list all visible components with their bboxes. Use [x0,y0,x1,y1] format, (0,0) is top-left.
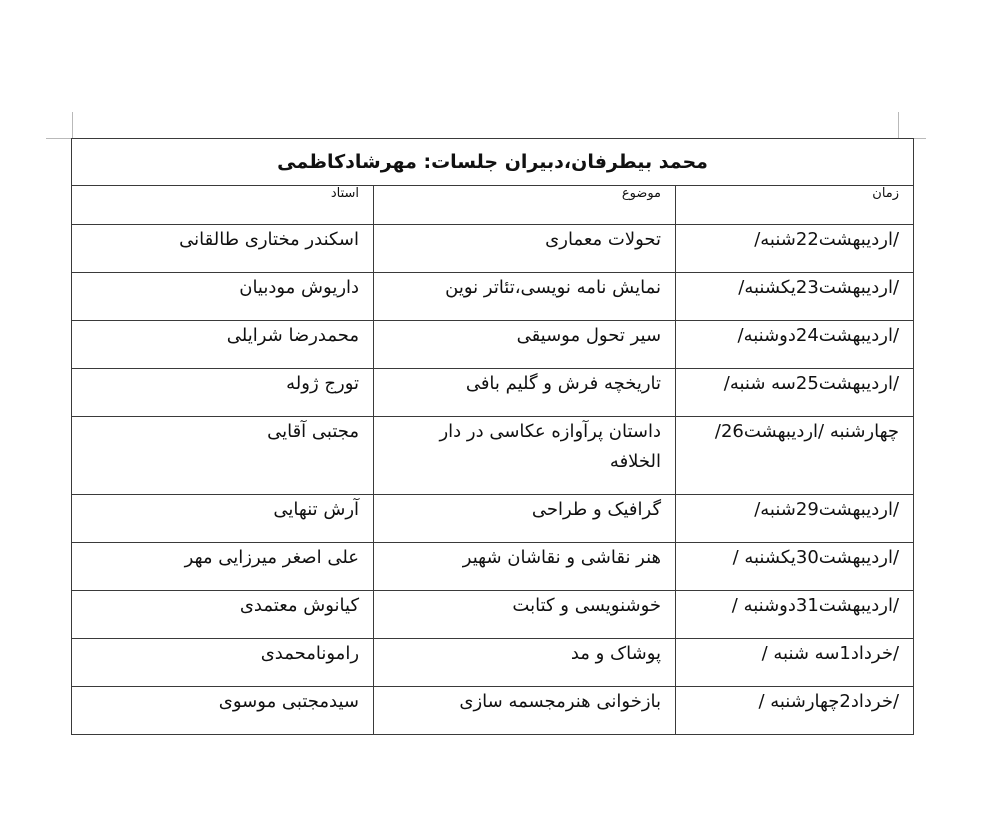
table-row [72,495,914,543]
table-row [72,369,914,417]
cell-teacher: مجتبی آقایی [72,417,374,495]
cell-teacher: آرش تنهایی [72,495,374,543]
header-time: زمان [676,186,914,225]
table-row [72,321,914,369]
cell-topic: خوشنویسی و کتابت [374,591,676,639]
page-margin-mark-right [898,112,899,138]
cell-teacher: تورج ژوله [72,369,374,417]
cell-topic: نمایش نامه نویسی،تئاتر نوین [374,273,676,321]
header-teacher: استاد [72,186,374,225]
cell-topic: گرافیک و طراحی [374,495,676,543]
cell-topic: بازخوانی هنرمجسمه سازی [374,687,676,735]
cell-time: /اردیبهشت25سه شنبه/ [676,369,914,417]
page-margin-mark-left [72,112,73,138]
table-row [72,543,914,591]
cell-time: /اردیبهشت29شنبه/ [676,495,914,543]
cell-time: /خرداد2چهارشنبه / [676,687,914,735]
cell-teacher: داریوش مودبیان [72,273,374,321]
cell-teacher: محمدرضا شرایلی [72,321,374,369]
cell-teacher: کیانوش معتمدی [72,591,374,639]
cell-teacher: اسکندر مختاری طالقانی [72,225,374,273]
table-row [72,273,914,321]
cell-topic: سیر تحول موسیقی [374,321,676,369]
cell-topic: تحولات معماری [374,225,676,273]
cell-topic: داستان پرآوازه عکاسی در دار الخلافه [374,417,676,495]
cell-time: چهارشنبه /اردیبهشت26/ [676,417,914,495]
cell-teacher: علی اصغر میرزایی مهر [72,543,374,591]
schedule-table [71,138,914,735]
cell-topic: تاریخچه فرش و گلیم بافی [374,369,676,417]
table-row [72,639,914,687]
table-row [72,417,914,495]
cell-topic: هنر نقاشی و نقاشان شهیر [374,543,676,591]
cell-time: /اردیبهشت30یکشنبه / [676,543,914,591]
cell-teacher: رامونامحمدی [72,639,374,687]
cell-time: /اردیبهشت24دوشنبه/ [676,321,914,369]
header-topic: موضوع [374,186,676,225]
table-row [72,591,914,639]
cell-time: /اردیبهشت31دوشنبه / [676,591,914,639]
table-row [72,687,914,735]
table-row [72,225,914,273]
table-header-row [72,186,914,225]
cell-teacher: سیدمجتبی موسوی [72,687,374,735]
cell-time: /خرداد1سه شنبه / [676,639,914,687]
cell-time: /اردیبهشت22شنبه/ [676,225,914,273]
table-title: محمد بیطرفان،دبیران جلسات: مهرشادکاظمی [72,139,914,186]
cell-topic: پوشاک و مد [374,639,676,687]
cell-time: /اردیبهشت23یکشنبه/ [676,273,914,321]
